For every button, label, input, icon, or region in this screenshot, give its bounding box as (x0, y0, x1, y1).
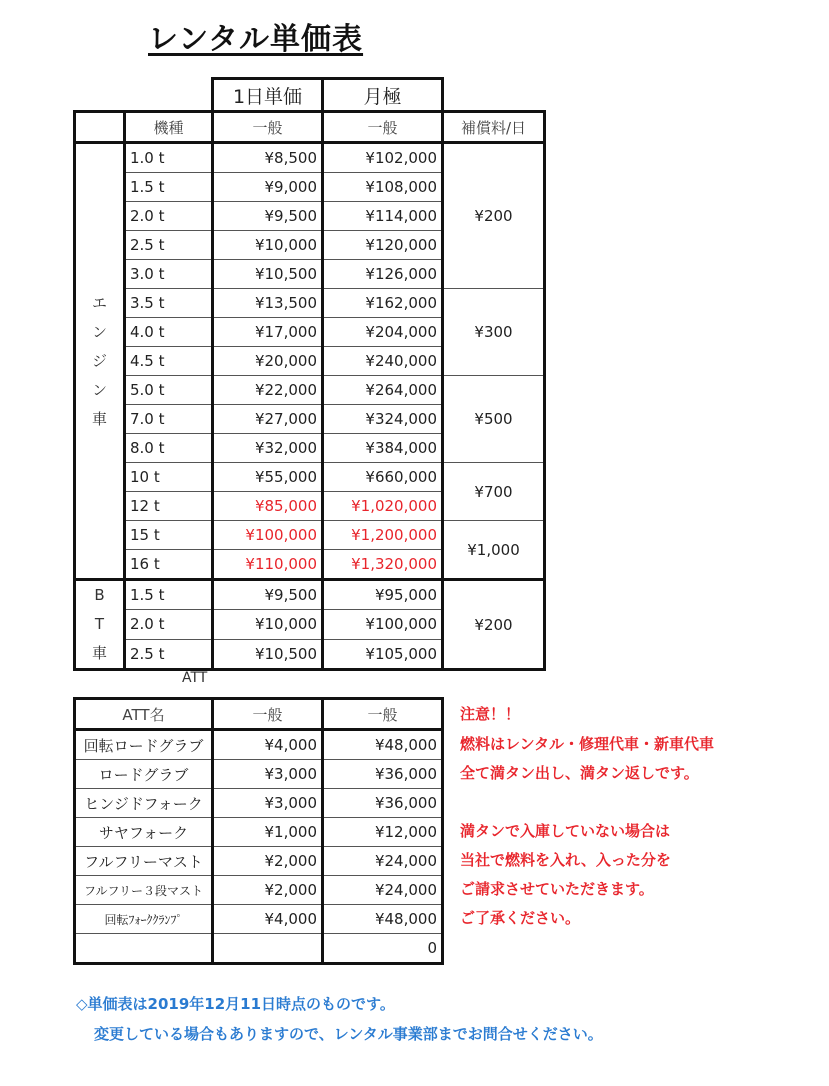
page-title: レンタル単価表 (148, 22, 364, 57)
daily-price-cell: ¥17,000 (213, 318, 323, 347)
vehicle-group-char: ン (91, 322, 107, 341)
daily-price-cell: ¥10,500 (213, 260, 323, 289)
monthly-price-cell: ¥162,000 (323, 289, 443, 318)
period-header-daily: 1日単価 (213, 79, 323, 112)
daily-price-cell: ¥13,500 (213, 289, 323, 318)
model-cell: 2.0 t (125, 202, 213, 231)
monthly-price-cell: ¥105,000 (323, 639, 443, 669)
header-compensation: 補償料/日 (443, 112, 545, 143)
model-cell: 1.0 t (125, 143, 213, 173)
monthly-price-cell: ¥1,320,000 (323, 550, 443, 580)
daily-price-cell: ¥32,000 (213, 434, 323, 463)
model-cell: 2.0 t (125, 610, 213, 639)
daily-price-cell: ¥100,000 (213, 521, 323, 550)
daily-price-cell: ¥8,500 (213, 143, 323, 173)
monthly-price-cell: ¥114,000 (323, 202, 443, 231)
notice-line: ご請求させていただきます。 (460, 880, 654, 898)
monthly-price-cell: ¥660,000 (323, 463, 443, 492)
model-cell: 16 t (125, 550, 213, 580)
att-row (75, 934, 443, 964)
att-row (75, 876, 443, 905)
table-row (75, 521, 545, 550)
att-name-cell (75, 934, 213, 964)
blank-cell (125, 79, 213, 112)
notice-line: 燃料はレンタル・修理代車・新車代車 (460, 735, 715, 753)
blank-cell (75, 79, 125, 112)
vehicle-group-char: T (94, 615, 105, 633)
table-row (75, 580, 545, 610)
att-section-label: ATT (182, 670, 208, 686)
model-cell: 5.0 t (125, 376, 213, 405)
model-cell: 15 t (125, 521, 213, 550)
table-row (75, 289, 545, 318)
monthly-price-cell: ¥324,000 (323, 405, 443, 434)
daily-price-cell: ¥9,500 (213, 580, 323, 610)
vehicle-group-char: 車 (91, 644, 107, 662)
header-model: 機種 (125, 112, 213, 143)
monthly-price-cell: ¥95,000 (323, 580, 443, 610)
daily-price-cell: ¥10,500 (213, 639, 323, 669)
notice-line: ご了承ください。 (460, 909, 581, 927)
att-row (75, 905, 443, 934)
att-header-general-monthly: 一般 (323, 699, 443, 730)
att-name-cell: サヤフォーク (75, 818, 213, 847)
att-monthly-cell: ¥36,000 (323, 789, 443, 818)
compensation-cell: ¥200 (443, 143, 545, 289)
footer-note: ◇単価表は2019年12月11日時点のものです。 (76, 995, 395, 1013)
model-cell: 8.0 t (125, 434, 213, 463)
monthly-price-cell: ¥1,020,000 (323, 492, 443, 521)
att-row (75, 730, 443, 760)
table-row (75, 376, 545, 405)
compensation-cell: ¥500 (443, 376, 545, 463)
att-monthly-cell: ¥48,000 (323, 905, 443, 934)
monthly-price-cell: ¥126,000 (323, 260, 443, 289)
att-header-row (75, 699, 443, 730)
daily-price-cell: ¥22,000 (213, 376, 323, 405)
monthly-price-cell: ¥204,000 (323, 318, 443, 347)
notice-line: 全て満タン出し、満タン返しです。 (460, 764, 699, 782)
model-cell: 4.5 t (125, 347, 213, 376)
att-monthly-cell: ¥36,000 (323, 760, 443, 789)
table-row (75, 143, 545, 173)
rental-price-table (73, 77, 546, 671)
model-cell: 3.5 t (125, 289, 213, 318)
att-row (75, 847, 443, 876)
monthly-price-cell: ¥1,200,000 (323, 521, 443, 550)
daily-price-cell: ¥9,000 (213, 173, 323, 202)
att-name-cell: フルフリー３段マスト (75, 876, 213, 905)
att-daily-cell (213, 934, 323, 964)
daily-price-cell: ¥20,000 (213, 347, 323, 376)
model-cell: 12 t (125, 492, 213, 521)
att-name-cell: 回転ﾌｫｰｸｸﾗﾝﾌﾟ (75, 905, 213, 934)
att-daily-cell: ¥2,000 (213, 847, 323, 876)
header-general-monthly: 一般 (323, 112, 443, 143)
att-name-cell: ロードグラブ (75, 760, 213, 789)
notice-line: 当社で燃料を入れ、入った分を (460, 851, 671, 869)
daily-price-cell: ¥27,000 (213, 405, 323, 434)
model-cell: 2.5 t (125, 639, 213, 669)
vehicle-group-label (75, 580, 125, 670)
model-cell: 4.0 t (125, 318, 213, 347)
monthly-price-cell: ¥102,000 (323, 143, 443, 173)
att-daily-cell: ¥1,000 (213, 818, 323, 847)
att-monthly-cell: ¥24,000 (323, 847, 443, 876)
daily-price-cell: ¥85,000 (213, 492, 323, 521)
header-blank-cell (75, 112, 125, 143)
model-cell: 2.5 t (125, 231, 213, 260)
compensation-cell: ¥700 (443, 463, 545, 521)
monthly-price-cell: ¥264,000 (323, 376, 443, 405)
monthly-price-cell: ¥108,000 (323, 173, 443, 202)
att-row (75, 760, 443, 789)
att-name-cell: フルフリーマスト (75, 847, 213, 876)
att-price-table (73, 697, 444, 965)
monthly-price-cell: ¥100,000 (323, 610, 443, 639)
header-general-daily: 一般 (213, 112, 323, 143)
vehicle-group-char: エ (91, 293, 107, 312)
daily-price-cell: ¥10,000 (213, 610, 323, 639)
att-monthly-cell: 0 (323, 934, 443, 964)
att-monthly-cell: ¥12,000 (323, 818, 443, 847)
monthly-price-cell: ¥240,000 (323, 347, 443, 376)
model-cell: 7.0 t (125, 405, 213, 434)
compensation-cell: ¥1,000 (443, 521, 545, 580)
att-monthly-cell: ¥24,000 (323, 876, 443, 905)
att-name-cell: ヒンジドフォーク (75, 789, 213, 818)
daily-price-cell: ¥55,000 (213, 463, 323, 492)
footer-note: 変更している場合もありますので、レンタル事業部までお問合せください。 (94, 1025, 603, 1043)
notice-heading: 注意！！ (460, 705, 521, 723)
daily-price-cell: ¥110,000 (213, 550, 323, 580)
vehicle-group-char: ン (91, 380, 107, 399)
model-cell: 1.5 t (125, 173, 213, 202)
vehicle-group-char: B (94, 586, 105, 604)
vehicle-group-char: ジ (91, 351, 107, 370)
att-daily-cell: ¥2,000 (213, 876, 323, 905)
daily-price-cell: ¥10,000 (213, 231, 323, 260)
monthly-price-cell: ¥384,000 (323, 434, 443, 463)
table-row (75, 463, 545, 492)
compensation-cell: ¥300 (443, 289, 545, 376)
model-cell: 3.0 t (125, 260, 213, 289)
compensation-cell: ¥200 (443, 580, 545, 670)
att-row (75, 789, 443, 818)
att-daily-cell: ¥4,000 (213, 730, 323, 760)
monthly-price-cell: ¥120,000 (323, 231, 443, 260)
att-daily-cell: ¥3,000 (213, 760, 323, 789)
vehicle-group-char: 車 (91, 409, 107, 428)
att-daily-cell: ¥4,000 (213, 905, 323, 934)
period-header-monthly: 月極 (323, 79, 443, 112)
daily-price-cell: ¥9,500 (213, 202, 323, 231)
vehicle-group-label (75, 143, 125, 580)
att-daily-cell: ¥3,000 (213, 789, 323, 818)
att-row (75, 818, 443, 847)
notice-line: 満タンで入庫していない場合は (460, 822, 671, 840)
model-cell: 1.5 t (125, 580, 213, 610)
model-cell: 10 t (125, 463, 213, 492)
att-name-cell: 回転ロードグラブ (75, 730, 213, 760)
att-header-general-daily: 一般 (213, 699, 323, 730)
header-row (75, 112, 545, 143)
blank-cell (443, 79, 545, 112)
att-monthly-cell: ¥48,000 (323, 730, 443, 760)
att-header-name: ATT名 (75, 699, 213, 730)
